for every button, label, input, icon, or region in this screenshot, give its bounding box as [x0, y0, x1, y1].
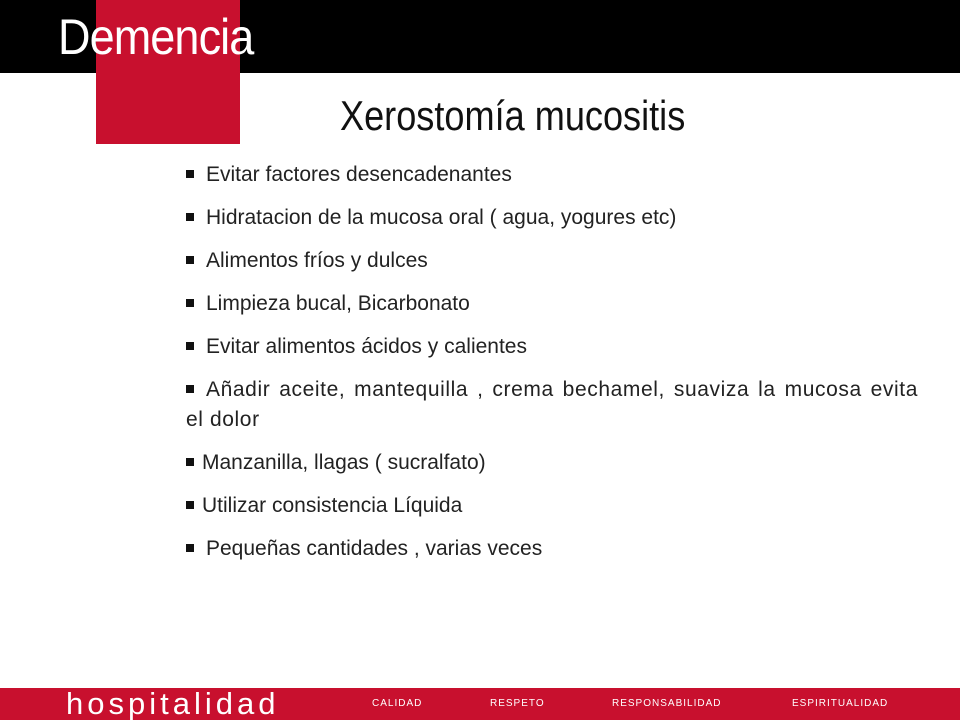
- list-item: [186, 375, 918, 435]
- list-item-text: Hidratacion de la mucosa oral ( agua, yogures etc): [206, 206, 677, 229]
- footer-value-respeto: RESPETO: [490, 698, 545, 709]
- square-bullet-icon: [186, 170, 194, 178]
- list-item: [186, 491, 918, 521]
- square-bullet-icon: [186, 342, 194, 350]
- footer-value-calidad: CALIDAD: [372, 698, 423, 709]
- list-item-text: Alimentos fríos y dulces: [206, 249, 428, 272]
- square-bullet-icon: [186, 299, 194, 307]
- square-bullet-icon: [186, 501, 194, 509]
- list-item: [186, 160, 918, 190]
- list-item-text: Manzanilla, llagas ( sucralfato): [202, 451, 486, 474]
- list-item: [186, 332, 918, 362]
- square-bullet-icon: [186, 544, 194, 552]
- bullet-list: [186, 160, 918, 577]
- square-bullet-icon: [186, 458, 194, 466]
- footer-value-espiritualidad: ESPIRITUALIDAD: [792, 698, 889, 709]
- list-item: [186, 534, 918, 564]
- list-item-text: Añadir aceite, mantequilla , crema bechamel, suaviza la mucosa evita el dolor: [186, 378, 918, 431]
- list-item-text: Pequeñas cantidades , varias veces: [206, 537, 543, 560]
- list-item-text: Evitar factores desencadenantes: [206, 163, 512, 186]
- list-item: [186, 246, 918, 276]
- slide-subtitle: Xerostomía mucositis: [340, 92, 686, 139]
- square-bullet-icon: [186, 256, 194, 264]
- square-bullet-icon: [186, 213, 194, 221]
- list-item-text: Evitar alimentos ácidos y calientes: [206, 335, 527, 358]
- list-item-text: Limpieza bucal, Bicarbonato: [206, 292, 470, 315]
- list-item: [186, 203, 918, 233]
- footer-bar: [0, 688, 960, 720]
- list-item-text: Utilizar consistencia Líquida: [202, 494, 463, 517]
- footer-value-responsabilidad: RESPONSABILIDAD: [612, 698, 722, 709]
- footer-brand: hospitalidad: [66, 686, 280, 721]
- page-title: Demencia: [58, 9, 254, 65]
- square-bullet-icon: [186, 385, 194, 393]
- list-item: [186, 448, 918, 478]
- list-item: [186, 289, 918, 319]
